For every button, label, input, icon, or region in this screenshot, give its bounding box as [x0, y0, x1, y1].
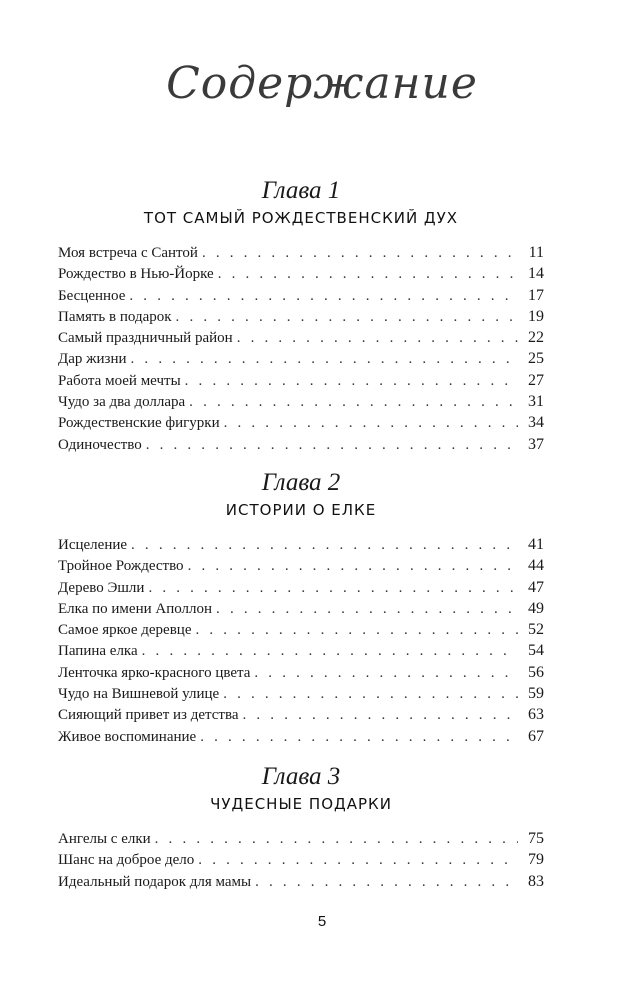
toc-entry-page: 56	[528, 663, 544, 681]
toc-entry-title: Самое яркое деревце	[58, 622, 192, 639]
dot-leader	[198, 850, 518, 871]
toc-entry-page: 75	[528, 830, 544, 847]
page-number: 5	[317, 913, 327, 930]
toc-entry-page: 17	[528, 286, 544, 304]
toc-entry[interactable]	[58, 828, 544, 849]
toc-entry-title: Чудо на Вишневой улице	[58, 686, 220, 703]
chapter-title: ЧУДЕСНЫЕ ПОДАРКИ	[210, 795, 392, 813]
toc-entry[interactable]	[58, 849, 544, 870]
toc-entry-title: Ангелы с елки	[58, 831, 151, 847]
chapter-title: ТОТ САМЫЙ РОЖДЕСТВЕНСКИЙ ДУХ	[143, 209, 459, 227]
toc-entry-page: 37	[528, 435, 544, 453]
chapter-label: Глава 2	[261, 469, 341, 496]
toc-entry-page: 52	[528, 621, 544, 639]
chapter-3	[58, 762, 544, 892]
chapter-2	[58, 468, 544, 747]
toc-entry-title: Одиночество	[58, 436, 142, 453]
toc-entry-title: Рождественские фигурки	[58, 415, 220, 432]
toc-entry[interactable]	[58, 555, 544, 576]
toc-entry[interactable]	[58, 534, 544, 555]
dot-leader	[237, 328, 518, 349]
toc-list	[58, 242, 544, 455]
toc-entry-title: Шанс на доброе дело	[58, 852, 195, 869]
toc-entry-title: Дерево Эшли	[58, 579, 145, 596]
dot-leader	[129, 286, 518, 307]
toc-entry-title: Память в подарок	[58, 308, 172, 325]
chapter-1	[58, 176, 544, 455]
dot-leader	[176, 307, 518, 328]
dot-leader	[131, 535, 518, 556]
toc-entry[interactable]	[58, 619, 544, 640]
toc-entry[interactable]	[58, 434, 544, 455]
toc-entry-title: Идеальный подарок для мамы	[58, 873, 252, 890]
toc-entry[interactable]	[58, 348, 544, 369]
dot-leader	[146, 435, 518, 456]
toc-entry[interactable]	[58, 306, 544, 327]
toc-entry[interactable]	[58, 683, 544, 704]
toc-entry-title: Сияющий привет из детства	[58, 707, 239, 724]
toc-entry[interactable]	[58, 285, 544, 306]
toc-list	[58, 828, 544, 892]
toc-entry[interactable]	[58, 598, 544, 619]
toc-entry-page: 31	[528, 393, 544, 411]
dot-leader	[200, 727, 518, 748]
toc-entry-page: 67	[528, 727, 544, 745]
toc-entry-page: 83	[528, 872, 544, 890]
toc-entry[interactable]	[58, 263, 544, 284]
toc-entry-page: 34	[528, 414, 544, 432]
toc-entry-title: Дар жизни	[58, 351, 127, 368]
toc-entry[interactable]	[58, 412, 544, 433]
page-title: Содержание	[166, 58, 478, 109]
toc-entry[interactable]	[58, 327, 544, 348]
dot-leader	[185, 371, 518, 392]
toc-entry-page: 79	[528, 851, 544, 869]
toc-entry-page: 44	[528, 557, 544, 575]
toc-entry-title: Чудо за два доллара	[58, 394, 186, 411]
dot-leader	[218, 264, 518, 285]
dot-leader	[188, 556, 518, 577]
dot-leader	[195, 620, 518, 641]
toc-entry[interactable]	[58, 726, 544, 747]
dot-leader	[155, 829, 518, 850]
toc-list	[58, 534, 544, 747]
toc-entry[interactable]	[58, 391, 544, 412]
toc-entry-title: Бесценное	[58, 287, 126, 304]
dot-leader	[131, 349, 518, 370]
toc-entry-title: Ленточка ярко-красного цвета	[58, 664, 251, 681]
toc-entry[interactable]	[58, 640, 544, 661]
toc-entry-title: Тройное Рождество	[58, 558, 184, 575]
toc-entry-title: Живое воспоминание	[58, 728, 197, 745]
dot-leader	[243, 705, 519, 726]
toc-entry-title: Исцеление	[58, 537, 128, 553]
toc-entry[interactable]	[58, 871, 544, 892]
chapter-label: Глава 1	[261, 177, 341, 204]
dot-leader	[216, 599, 518, 620]
toc-entry[interactable]	[58, 662, 544, 683]
toc-entry-page: 59	[528, 685, 544, 703]
toc-entry-title: Работа моей мечты	[58, 372, 181, 389]
chapter-title: ИСТОРИИ О ЕЛКЕ	[225, 501, 377, 519]
toc-entry-page: 49	[528, 599, 544, 617]
dot-leader	[254, 663, 518, 684]
dot-leader	[202, 243, 518, 264]
toc-entry-page: 27	[528, 371, 544, 389]
toc-entry-page: 22	[528, 329, 544, 347]
dot-leader	[142, 641, 518, 662]
toc-entry[interactable]	[58, 577, 544, 598]
toc-entry-title: Рождество в Нью-Йорке	[58, 266, 214, 283]
toc-entry-title: Моя встреча с Сантой	[58, 245, 198, 261]
dot-leader	[148, 578, 518, 599]
toc-entry-page: 41	[528, 536, 544, 553]
toc-entry[interactable]	[58, 704, 544, 725]
toc-entry-page: 54	[528, 642, 544, 660]
toc-entry[interactable]	[58, 370, 544, 391]
toc-entry-page: 47	[528, 578, 544, 596]
toc-entry-page: 25	[528, 350, 544, 368]
toc-entry-page: 14	[528, 265, 544, 283]
toc-entry-page: 11	[528, 244, 544, 261]
dot-leader	[255, 872, 518, 893]
toc-entry-title: Елка по имени Аполлон	[58, 600, 213, 617]
dot-leader	[189, 392, 518, 413]
chapter-label: Глава 3	[261, 763, 341, 790]
dot-leader	[223, 684, 518, 705]
toc-entry-title: Самый праздничный район	[58, 330, 233, 347]
toc-entry-page: 63	[528, 706, 544, 724]
toc-entry[interactable]	[58, 242, 544, 263]
toc-entry-page: 19	[528, 307, 544, 325]
toc-entry-title: Папина елка	[58, 643, 138, 660]
dot-leader	[224, 413, 518, 434]
